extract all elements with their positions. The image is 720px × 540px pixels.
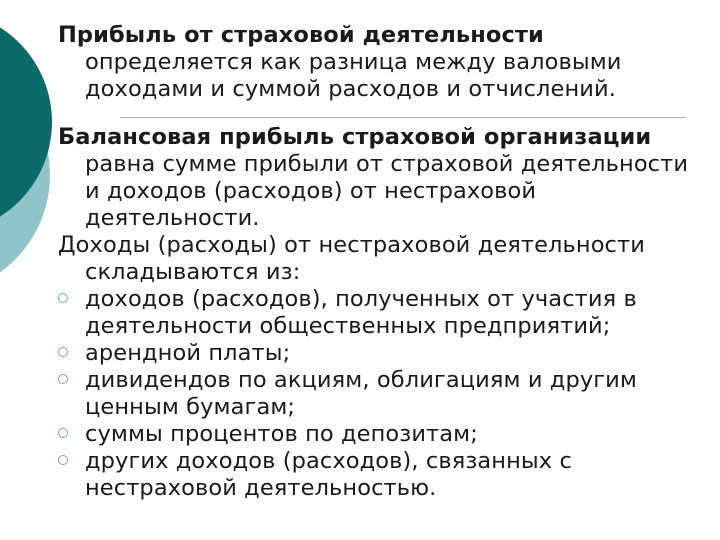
bullet-circle-icon (58, 455, 68, 465)
list-item-text: арендной платы; (85, 340, 291, 366)
bullet-circle-icon (58, 347, 68, 357)
list-item (58, 286, 698, 340)
paragraph-text: равна сумме прибыли от страховой деятельности и доходов (расходов) от нестраховой деятельности. (85, 151, 689, 231)
paragraph-profit-definition (58, 22, 698, 103)
list-item (58, 448, 698, 502)
list-item (58, 340, 698, 367)
bold-lead: Балансовая прибыль страховой организации (58, 124, 652, 150)
list-item-text: доходов (расходов), полученных от участия в деятельности общественных предприятий; (85, 286, 637, 339)
divider (120, 117, 686, 118)
bullet-circle-icon (58, 374, 68, 384)
bullet-circle-icon (58, 428, 68, 438)
list-item-text: суммы процентов по депозитам; (85, 421, 478, 447)
bullet-circle-icon (58, 293, 68, 303)
paragraph-income-intro: Доходы (расходы) от нестраховой деятельности складываются из: (58, 232, 645, 285)
list-item (58, 421, 698, 448)
list-item-text: других доходов (расходов), связанных с нестраховой деятельностью. (85, 448, 572, 501)
bold-lead: Прибыль от страховой деятельности (58, 22, 544, 48)
paragraph-text: определяется как разница между валовыми доходами и суммой расходов и отчислений. (85, 49, 622, 102)
slide-content (58, 22, 698, 502)
income-list (58, 286, 698, 502)
list-item-text: дивидендов по акциям, облигациям и другим ценным бумагам; (85, 367, 637, 420)
paragraph-balance-profit (58, 124, 698, 232)
list-item (58, 367, 698, 421)
